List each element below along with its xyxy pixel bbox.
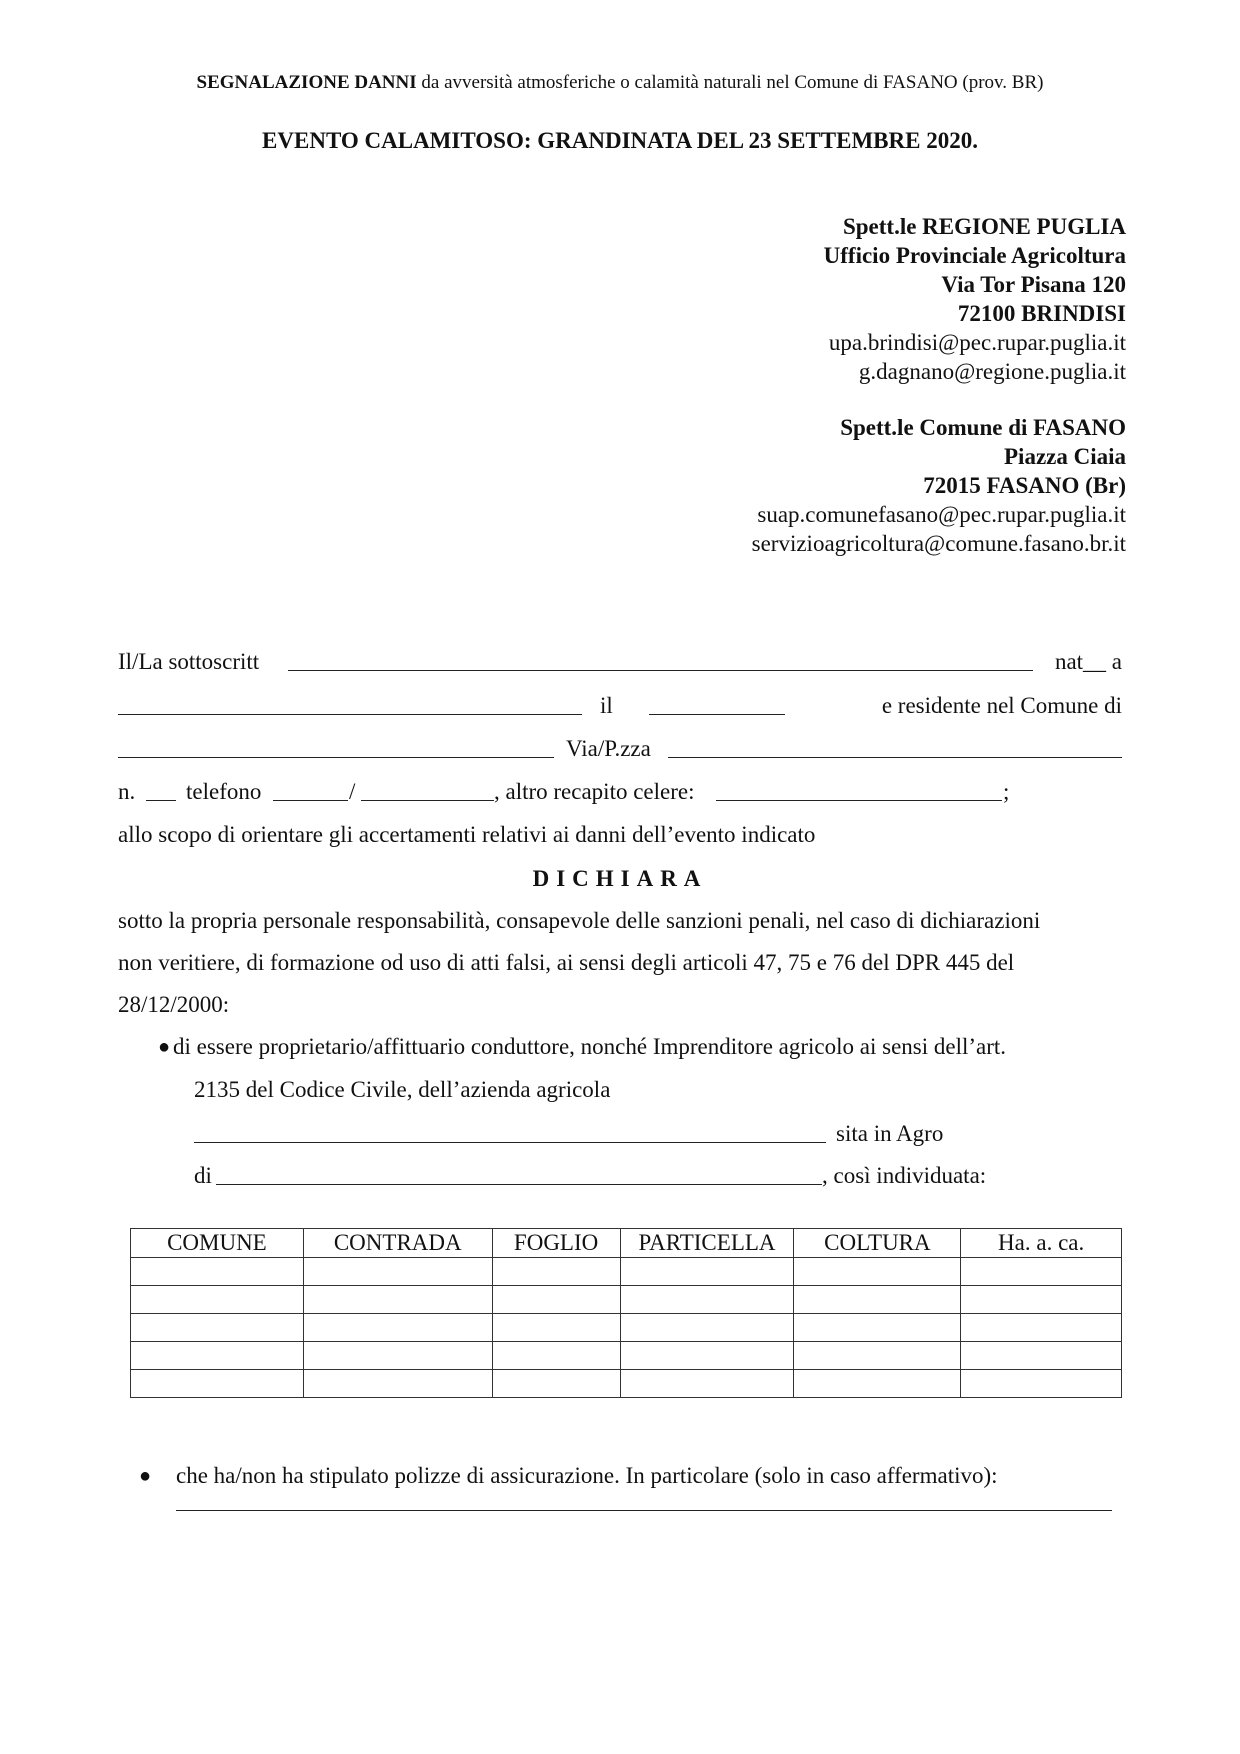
telefono-numero-field[interactable]	[361, 782, 494, 801]
recipient-line: Ufficio Provinciale Agricoltura	[823, 243, 1126, 268]
data-nascita-field[interactable]	[649, 696, 785, 715]
table-cell[interactable]	[303, 1314, 492, 1342]
telefono-prefisso-field[interactable]	[273, 782, 348, 801]
recipient-line: 72015 FASANO (Br)	[923, 473, 1126, 498]
numero-label: n.	[118, 779, 136, 804]
sottoscritto-label: Il/La sottoscritt	[118, 649, 260, 674]
table-cell[interactable]	[303, 1258, 492, 1286]
table-row	[131, 1258, 1122, 1286]
table-row	[131, 1286, 1122, 1314]
semicolon: ;	[1003, 779, 1010, 804]
assicurazione-field[interactable]	[176, 1492, 1112, 1511]
sita-label: sita in Agro	[836, 1121, 944, 1146]
luogo-nascita-field[interactable]	[118, 696, 582, 715]
table-cell[interactable]	[303, 1286, 492, 1314]
table-cell[interactable]	[303, 1342, 492, 1370]
declaration-line: non veritiere, di formazione od uso di atti falsi, ai sensi degli articoli 47, 75 e 76 del DPR 445 del	[118, 950, 1015, 975]
table-cell[interactable]	[492, 1370, 620, 1398]
header-bold: SEGNALAZIONE DANNI	[196, 72, 417, 93]
recipient-email: servizioagricoltura@comune.fasano.br.it	[751, 531, 1126, 556]
numero-civico-field[interactable]	[146, 782, 176, 801]
column-header-foglio: FOGLIO	[492, 1229, 620, 1258]
altro-recapito-field[interactable]	[716, 782, 1002, 801]
table-cell[interactable]	[961, 1286, 1122, 1314]
table-row	[131, 1314, 1122, 1342]
bullet2-text: che ha/non ha stipulato polizze di assicurazione. In particolare (solo in caso affermativo):	[176, 1463, 998, 1488]
table-cell[interactable]	[131, 1314, 304, 1342]
header-rest: da avversità atmosferiche o calamità naturali nel Comune di FASANO (prov. BR)	[416, 72, 1044, 93]
declaration-line: 28/12/2000:	[118, 992, 230, 1017]
altro-recapito-label: , altro recapito celere:	[494, 779, 695, 804]
recipient-email: g.dagnano@regione.puglia.it	[858, 359, 1126, 384]
dichiara-heading: DICHIARA	[532, 866, 708, 891]
table-row	[131, 1342, 1122, 1370]
table-cell[interactable]	[620, 1314, 794, 1342]
table-cell[interactable]	[492, 1314, 620, 1342]
table-cell[interactable]	[620, 1370, 794, 1398]
il-label: il	[600, 693, 613, 718]
table-row	[131, 1370, 1122, 1398]
table-cell[interactable]	[131, 1286, 304, 1314]
azienda-field[interactable]	[194, 1124, 826, 1143]
column-header-contrada: CONTRADA	[303, 1229, 492, 1258]
table-cell[interactable]	[794, 1370, 961, 1398]
bullet-icon: ●	[158, 1036, 171, 1058]
column-header-coltura: COLTURA	[794, 1229, 961, 1258]
table-body	[131, 1258, 1122, 1398]
table-cell[interactable]	[492, 1342, 620, 1370]
via-field[interactable]	[668, 739, 1122, 758]
table-cell[interactable]	[794, 1342, 961, 1370]
table-cell[interactable]	[620, 1342, 794, 1370]
agro-field[interactable]	[216, 1166, 822, 1185]
bullet1-text: di essere proprietario/affittuario conduttore, nonché Imprenditore agricolo ai sensi dell’art.	[173, 1034, 1007, 1059]
scopo-text: allo scopo di orientare gli accertamenti relativi ai danni dell’evento indicato	[118, 822, 816, 847]
table-cell[interactable]	[492, 1286, 620, 1314]
table-cell[interactable]	[131, 1342, 304, 1370]
column-header-ettari: Ha. a. ca.	[961, 1229, 1122, 1258]
table-cell[interactable]	[961, 1314, 1122, 1342]
comune-residenza-field[interactable]	[118, 739, 554, 758]
bullet-icon: ●	[139, 1465, 152, 1487]
table-cell[interactable]	[961, 1258, 1122, 1286]
recipient-line: Via Tor Pisana 120	[941, 272, 1126, 297]
table-cell[interactable]	[131, 1258, 304, 1286]
recipient-line: Spett.le Comune di FASANO	[840, 415, 1126, 440]
sottoscritto-name-field[interactable]	[288, 652, 1033, 671]
recipient-line: 72100 BRINDISI	[957, 301, 1126, 326]
table-cell[interactable]	[961, 1342, 1122, 1370]
via-label: Via/P.zza	[566, 736, 651, 761]
table-cell[interactable]	[794, 1258, 961, 1286]
table-cell[interactable]	[794, 1314, 961, 1342]
di-label: di	[194, 1163, 212, 1188]
column-header-comune: COMUNE	[131, 1229, 304, 1258]
recipient-regione	[824, 212, 1126, 386]
residente-label: e residente nel Comune di	[881, 693, 1122, 718]
telefono-slash: /	[349, 779, 356, 804]
table-cell[interactable]	[620, 1258, 794, 1286]
cosi-label: , così individuata:	[822, 1163, 987, 1188]
table-header-row	[131, 1229, 1122, 1258]
table-cell[interactable]	[620, 1286, 794, 1314]
telefono-label: telefono	[186, 779, 262, 804]
bullet1-text: 2135 del Codice Civile, dell’azienda agricola	[194, 1077, 611, 1102]
recipient-email: upa.brindisi@pec.rupar.puglia.it	[828, 330, 1126, 355]
nato-label: nat__ a	[1054, 649, 1122, 674]
recipient-line: Piazza Ciaia	[1004, 444, 1126, 469]
recipient-email: suap.comunefasano@pec.rupar.puglia.it	[757, 502, 1126, 527]
column-header-particella: PARTICELLA	[620, 1229, 794, 1258]
declaration-line: sotto la propria personale responsabilità, consapevole delle sanzioni penali, nel caso di dichiarazioni	[118, 908, 1041, 933]
table-cell[interactable]	[961, 1370, 1122, 1398]
document-header	[0, 72, 1240, 94]
table-cell[interactable]	[794, 1286, 961, 1314]
table-cell[interactable]	[303, 1370, 492, 1398]
recipient-line: Spett.le REGIONE PUGLIA	[842, 214, 1126, 239]
plots-table	[130, 1228, 1122, 1398]
table-cell[interactable]	[492, 1258, 620, 1286]
table-cell[interactable]	[131, 1370, 304, 1398]
event-title: EVENTO CALAMITOSO: GRANDINATA DEL 23 SETTEMBRE 2020.	[262, 128, 978, 153]
recipient-comune	[752, 413, 1126, 558]
